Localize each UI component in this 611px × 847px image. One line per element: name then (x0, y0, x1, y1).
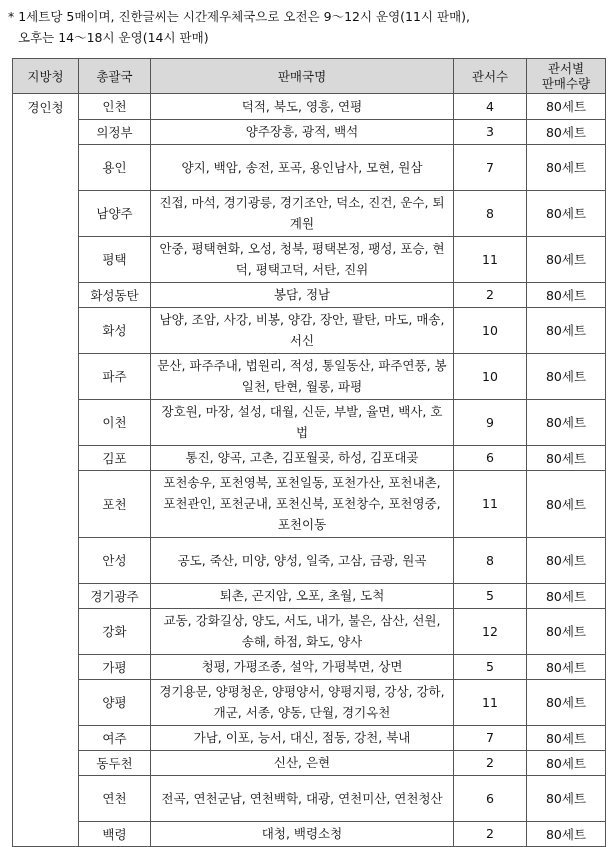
cell-region (13, 583, 79, 608)
table-row (13, 537, 606, 583)
cell-region (13, 353, 79, 399)
cell-region (13, 236, 79, 282)
cell-count: 3 (454, 119, 527, 144)
cell-count: 5 (454, 654, 527, 679)
table-row (13, 144, 606, 190)
cell-qty: 80세트 (527, 679, 606, 725)
sales-office-table (12, 58, 606, 847)
cell-offices: 장호원, 마장, 설성, 대월, 신둔, 부발, 율면, 백사, 호법 (151, 399, 454, 445)
cell-hq: 여주 (79, 725, 151, 750)
cell-count: 11 (454, 679, 527, 725)
cell-count: 2 (454, 282, 527, 307)
cell-qty: 80세트 (527, 94, 606, 120)
cell-count: 2 (454, 821, 527, 847)
cell-count: 8 (454, 537, 527, 583)
cell-hq: 포천 (79, 470, 151, 537)
cell-qty: 80세트 (527, 821, 606, 847)
cell-region (13, 445, 79, 470)
cell-count: 5 (454, 583, 527, 608)
header-offices: 판매국명 (151, 59, 454, 94)
table-row (13, 307, 606, 353)
cell-region (13, 654, 79, 679)
table-row (13, 679, 606, 725)
cell-qty: 80세트 (527, 307, 606, 353)
cell-offices: 가남, 이포, 능서, 대신, 점동, 강천, 북내 (151, 725, 454, 750)
cell-count: 2 (454, 750, 527, 775)
cell-hq: 강화 (79, 608, 151, 654)
table-row (13, 654, 606, 679)
cell-offices: 신산, 은현 (151, 750, 454, 775)
cell-qty: 80세트 (527, 775, 606, 821)
header-qty-line1: 관서별 (547, 61, 585, 76)
cell-region (13, 190, 79, 236)
cell-hq: 연천 (79, 775, 151, 821)
cell-offices: 남양, 조암, 사강, 비봉, 양감, 장안, 팔탄, 마도, 매송, 서신 (151, 307, 454, 353)
cell-hq: 용인 (79, 144, 151, 190)
cell-count: 11 (454, 470, 527, 537)
cell-hq: 인천 (79, 94, 151, 120)
table-row (13, 119, 606, 144)
cell-hq: 안성 (79, 537, 151, 583)
header-qty-line2: 판매수량 (541, 76, 591, 91)
cell-hq: 남양주 (79, 190, 151, 236)
cell-hq: 이천 (79, 399, 151, 445)
cell-count: 12 (454, 608, 527, 654)
notice-line-2: 오후는 14～18시 운영(14시 판매) (18, 30, 209, 45)
cell-offices: 봉담, 정남 (151, 282, 454, 307)
cell-region (13, 399, 79, 445)
cell-qty: 80세트 (527, 537, 606, 583)
cell-count: 11 (454, 236, 527, 282)
table-row (13, 399, 606, 445)
cell-offices: 청평, 가평조종, 설악, 가평북면, 상면 (151, 654, 454, 679)
cell-qty: 80세트 (527, 470, 606, 537)
cell-hq: 김포 (79, 445, 151, 470)
cell-count: 8 (454, 190, 527, 236)
cell-qty: 80세트 (527, 399, 606, 445)
cell-hq: 의정부 (79, 119, 151, 144)
table-header-row (13, 59, 606, 94)
cell-hq: 가평 (79, 654, 151, 679)
cell-region (13, 821, 79, 847)
cell-count: 6 (454, 775, 527, 821)
cell-qty: 80세트 (527, 282, 606, 307)
header-region: 지방청 (13, 59, 79, 94)
table-row (13, 470, 606, 537)
table-row (13, 775, 606, 821)
cell-offices: 경기용문, 양평청운, 양평양서, 양평지평, 강상, 강하, 개군, 서종, 양동, 단월, 경기옥천 (151, 679, 454, 725)
cell-qty: 80세트 (527, 725, 606, 750)
table-row (13, 353, 606, 399)
cell-count: 6 (454, 445, 527, 470)
cell-count: 4 (454, 94, 527, 120)
header-qty (527, 59, 606, 94)
cell-region (13, 470, 79, 537)
cell-offices: 통진, 양곡, 고촌, 김포월곶, 하성, 김포대곶 (151, 445, 454, 470)
header-hq: 총괄국 (79, 59, 151, 94)
cell-qty: 80세트 (527, 353, 606, 399)
cell-region (13, 282, 79, 307)
cell-hq: 평택 (79, 236, 151, 282)
cell-region (13, 119, 79, 144)
table-row (13, 236, 606, 282)
cell-count: 7 (454, 144, 527, 190)
cell-hq: 백령 (79, 821, 151, 847)
table-row (13, 608, 606, 654)
cell-qty: 80세트 (527, 445, 606, 470)
cell-region (13, 775, 79, 821)
cell-qty: 80세트 (527, 190, 606, 236)
table-row (13, 750, 606, 775)
cell-qty: 80세트 (527, 583, 606, 608)
cell-qty: 80세트 (527, 654, 606, 679)
cell-hq: 경기광주 (79, 583, 151, 608)
table-row (13, 821, 606, 847)
cell-region (13, 750, 79, 775)
table-row (13, 94, 606, 120)
cell-region (13, 725, 79, 750)
cell-region (13, 307, 79, 353)
cell-offices: 양지, 백암, 송전, 포곡, 용인남사, 모현, 원삼 (151, 144, 454, 190)
notice-line-1: * 1세트당 5매이며, 진한글씨는 시간제우체국으로 오전은 9～12시 운영(11시 판매), (8, 9, 471, 24)
cell-qty: 80세트 (527, 750, 606, 775)
cell-qty: 80세트 (527, 144, 606, 190)
cell-hq: 화성 (79, 307, 151, 353)
cell-offices: 교동, 강화길상, 양도, 서도, 내가, 불은, 삼산, 선원, 송해, 하점, 화도, 양사 (151, 608, 454, 654)
cell-hq: 파주 (79, 353, 151, 399)
cell-region: 경인청 (13, 94, 79, 120)
sale-notice (8, 6, 608, 48)
cell-count: 9 (454, 399, 527, 445)
cell-count: 7 (454, 725, 527, 750)
cell-offices: 양주장흥, 광적, 백석 (151, 119, 454, 144)
cell-qty: 80세트 (527, 236, 606, 282)
cell-offices: 퇴촌, 곤지암, 오포, 초월, 도척 (151, 583, 454, 608)
table-row (13, 583, 606, 608)
cell-offices: 포천송우, 포천영북, 포천일동, 포천가산, 포천내촌, 포천관인, 포천군내, 포천신북, 포천창수, 포천영중, 포천이동 (151, 470, 454, 537)
cell-count: 10 (454, 307, 527, 353)
cell-region (13, 537, 79, 583)
table-row (13, 725, 606, 750)
cell-count: 10 (454, 353, 527, 399)
cell-region (13, 144, 79, 190)
cell-region (13, 679, 79, 725)
cell-offices: 진접, 마석, 경기광릉, 경기조안, 덕소, 진건, 운수, 퇴계원 (151, 190, 454, 236)
cell-hq: 화성동탄 (79, 282, 151, 307)
table-row (13, 282, 606, 307)
header-count: 관서수 (454, 59, 527, 94)
cell-qty: 80세트 (527, 119, 606, 144)
cell-offices: 덕적, 북도, 영흥, 연평 (151, 94, 454, 120)
table-row (13, 190, 606, 236)
cell-offices: 문산, 파주주내, 법원리, 적성, 통일동산, 파주연풍, 봉일천, 탄현, 월롱, 파평 (151, 353, 454, 399)
cell-offices: 대청, 백령소청 (151, 821, 454, 847)
cell-qty: 80세트 (527, 608, 606, 654)
cell-hq: 양평 (79, 679, 151, 725)
cell-hq: 동두천 (79, 750, 151, 775)
table-row (13, 445, 606, 470)
cell-offices: 공도, 죽산, 미양, 양성, 일죽, 고삼, 금광, 원곡 (151, 537, 454, 583)
cell-offices: 전곡, 연천군남, 연천백학, 대광, 연천미산, 연천청산 (151, 775, 454, 821)
cell-region (13, 608, 79, 654)
cell-offices: 안중, 평택현화, 오성, 청북, 평택본정, 팽성, 포승, 현덕, 평택고덕, 서탄, 진위 (151, 236, 454, 282)
